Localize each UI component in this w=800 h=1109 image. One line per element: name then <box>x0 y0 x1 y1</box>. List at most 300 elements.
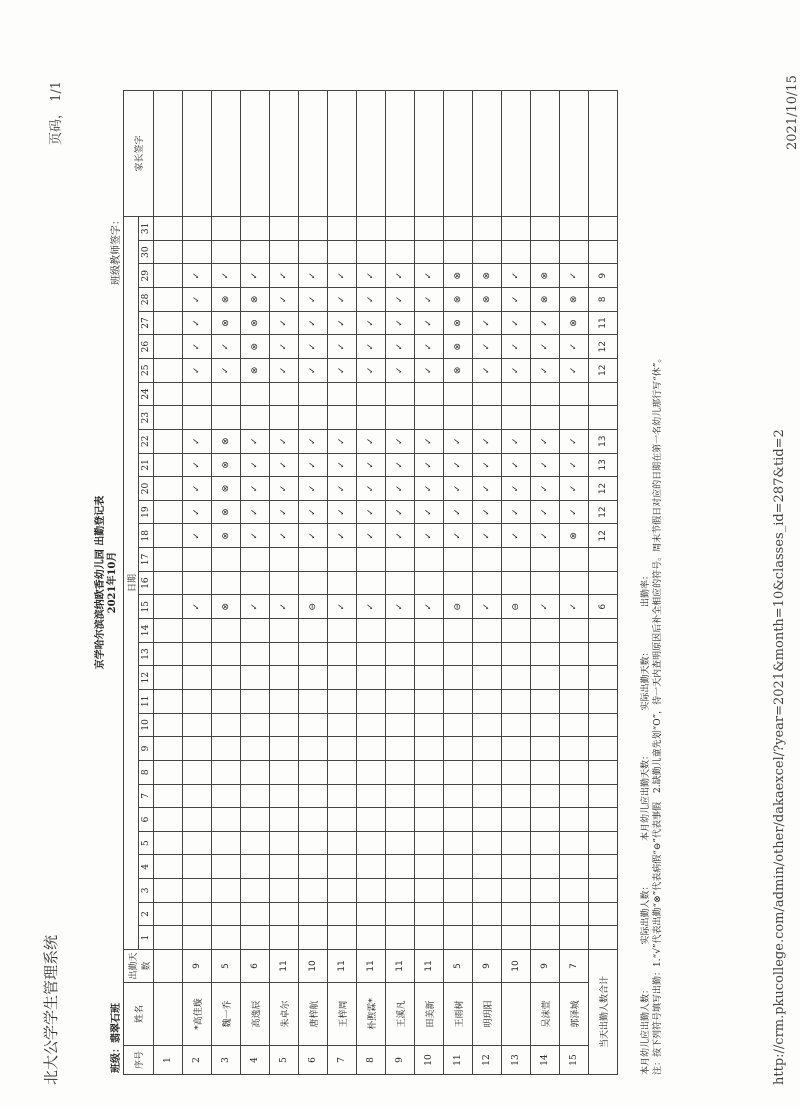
attendance-mark <box>183 760 212 784</box>
attendance-mark: ✓ <box>473 358 502 382</box>
attendance-mark <box>531 902 560 926</box>
attendance-mark <box>502 831 531 855</box>
attendance-mark <box>270 240 299 264</box>
attendance-mark <box>357 879 386 903</box>
attendance-mark: ✓ <box>560 429 589 453</box>
attendance-mark <box>473 926 502 950</box>
attendance-mark: ✓ <box>473 311 502 335</box>
date-header-cell: 18 <box>139 524 154 548</box>
attendance-mark: ✓ <box>502 453 531 477</box>
attendance-mark <box>241 689 270 713</box>
daily-total <box>589 737 618 761</box>
attendance-mark: ✓ <box>270 311 299 335</box>
attendance-mark <box>444 831 473 855</box>
attendance-mark <box>415 666 444 690</box>
parent-signature-cell <box>531 91 560 217</box>
attendance-mark <box>328 571 357 595</box>
attendance-mark <box>502 902 531 926</box>
attendance-mark: ✓ <box>502 335 531 359</box>
col-header-index: 序号 <box>124 1046 154 1075</box>
attendance-mark <box>531 879 560 903</box>
attendance-mark: ✓ <box>357 311 386 335</box>
attendance-mark <box>560 713 589 737</box>
attendance-mark <box>531 808 560 832</box>
attendance-mark: ✓ <box>415 524 444 548</box>
daily-total: 12 <box>589 335 618 359</box>
attendance-mark <box>212 382 241 406</box>
parent-signature-cell <box>415 91 444 217</box>
attendance-mark <box>473 855 502 879</box>
attendance-mark <box>357 784 386 808</box>
attendance-mark: ✓ <box>386 288 415 312</box>
attendance-mark: ✓ <box>560 358 589 382</box>
attendance-mark <box>270 406 299 430</box>
attendance-mark <box>154 713 183 737</box>
attendance-mark <box>531 619 560 643</box>
date-header-cell: 22 <box>139 429 154 453</box>
attendance-mark <box>357 240 386 264</box>
daily-total: 12 <box>589 358 618 382</box>
attendance-mark <box>560 548 589 572</box>
attendance-mark: ✓ <box>415 288 444 312</box>
parent-signature-cell <box>560 91 589 217</box>
parent-signature-cell <box>154 91 183 217</box>
attendance-mark <box>444 240 473 264</box>
attendance-mark: ✓ <box>473 477 502 501</box>
daily-total: 11 <box>589 311 618 335</box>
totals-signature-cell <box>589 91 618 217</box>
attendance-mark: ✓ <box>270 264 299 288</box>
student-name: 郭泽城 <box>560 983 589 1046</box>
attendance-mark <box>502 784 531 808</box>
attendance-mark <box>473 831 502 855</box>
attendance-days: 11 <box>357 950 386 983</box>
daily-total <box>589 760 618 784</box>
attendance-mark: ✓ <box>299 288 328 312</box>
attendance-mark: ⊗ <box>560 288 589 312</box>
attendance-mark <box>241 619 270 643</box>
attendance-mark <box>502 879 531 903</box>
attendance-mark: ✓ <box>241 500 270 524</box>
student-name: 王雨树 <box>444 983 473 1046</box>
attendance-mark <box>299 784 328 808</box>
attendance-mark: ✓ <box>241 524 270 548</box>
attendance-mark <box>154 642 183 666</box>
attendance-mark <box>357 760 386 784</box>
attendance-mark <box>415 879 444 903</box>
daily-total <box>589 666 618 690</box>
attendance-mark <box>212 713 241 737</box>
attendance-mark <box>241 666 270 690</box>
attendance-mark <box>154 831 183 855</box>
attendance-mark: ✓ <box>299 453 328 477</box>
attendance-mark <box>154 264 183 288</box>
attendance-mark: ✓ <box>531 524 560 548</box>
date-header-cell: 7 <box>139 784 154 808</box>
attendance-mark: ✓ <box>531 595 560 619</box>
attendance-mark <box>270 548 299 572</box>
attendance-mark <box>270 808 299 832</box>
daily-total: 13 <box>589 429 618 453</box>
attendance-mark <box>473 642 502 666</box>
daily-total <box>589 808 618 832</box>
attendance-mark <box>415 855 444 879</box>
student-name: 吴沫萱 <box>531 983 560 1046</box>
attendance-mark <box>560 240 589 264</box>
attendance-mark: ✓ <box>502 500 531 524</box>
attendance-mark <box>183 240 212 264</box>
attendance-mark <box>299 760 328 784</box>
attendance-mark <box>212 666 241 690</box>
attendance-mark <box>531 760 560 784</box>
date-header-cell: 13 <box>139 642 154 666</box>
attendance-mark: ✓ <box>502 429 531 453</box>
attendance-mark: ✓ <box>386 453 415 477</box>
student-name: 朱卓尔 <box>270 983 299 1046</box>
attendance-mark: ✓ <box>328 453 357 477</box>
attendance-mark: ✓ <box>270 453 299 477</box>
row-index: 7 <box>328 1046 357 1075</box>
attendance-mark: ✓ <box>357 358 386 382</box>
row-index: 1 <box>154 1046 183 1075</box>
attendance-mark <box>154 595 183 619</box>
attendance-mark <box>270 902 299 926</box>
attendance-mark <box>386 808 415 832</box>
attendance-mark <box>473 808 502 832</box>
totals-row <box>589 91 618 1075</box>
attendance-mark <box>502 571 531 595</box>
attendance-mark <box>386 406 415 430</box>
daily-total <box>589 642 618 666</box>
table-row <box>415 91 444 1075</box>
attendance-mark <box>154 311 183 335</box>
attendance-mark <box>154 358 183 382</box>
attendance-mark <box>560 831 589 855</box>
attendance-mark <box>415 619 444 643</box>
row-index: 4 <box>241 1046 270 1075</box>
daily-total <box>589 902 618 926</box>
attendance-mark: ✓ <box>183 524 212 548</box>
attendance-mark <box>473 784 502 808</box>
attendance-mark <box>444 642 473 666</box>
attendance-mark <box>531 548 560 572</box>
attendance-mark <box>415 831 444 855</box>
attendance-mark: ✓ <box>415 335 444 359</box>
date-header-cell: 10 <box>139 713 154 737</box>
attendance-mark: ✓ <box>328 311 357 335</box>
attendance-mark <box>328 689 357 713</box>
attendance-mark <box>357 619 386 643</box>
attendance-mark: ✓ <box>502 524 531 548</box>
attendance-mark <box>270 382 299 406</box>
attendance-mark: ✓ <box>357 335 386 359</box>
date-header-cell: 8 <box>139 760 154 784</box>
attendance-mark <box>444 808 473 832</box>
student-name: 王梓周 <box>328 983 357 1046</box>
attendance-mark: ✓ <box>415 311 444 335</box>
attendance-mark <box>531 571 560 595</box>
attendance-mark <box>212 831 241 855</box>
attendance-mark <box>270 855 299 879</box>
attendance-mark <box>502 855 531 879</box>
attendance-mark <box>357 855 386 879</box>
attendance-days: 5 <box>444 950 473 983</box>
attendance-mark <box>357 406 386 430</box>
row-index: 3 <box>212 1046 241 1075</box>
row-index: 9 <box>386 1046 415 1075</box>
attendance-mark <box>241 879 270 903</box>
attendance-mark <box>270 713 299 737</box>
attendance-mark: ✓ <box>444 500 473 524</box>
attendance-mark: ✓ <box>183 288 212 312</box>
attendance-mark <box>299 902 328 926</box>
attendance-mark <box>154 500 183 524</box>
attendance-mark: ✓ <box>502 288 531 312</box>
row-index: 10 <box>415 1046 444 1075</box>
attendance-mark <box>473 619 502 643</box>
attendance-mark <box>386 548 415 572</box>
attendance-mark <box>212 689 241 713</box>
date-header-cell: 24 <box>139 382 154 406</box>
attendance-mark <box>299 406 328 430</box>
attendance-mark <box>241 217 270 241</box>
attendance-mark <box>357 808 386 832</box>
attendance-mark <box>299 713 328 737</box>
attendance-mark <box>212 642 241 666</box>
attendance-mark <box>560 619 589 643</box>
attendance-mark <box>444 619 473 643</box>
attendance-mark: ✓ <box>357 429 386 453</box>
attendance-mark <box>357 666 386 690</box>
attendance-mark <box>154 453 183 477</box>
attendance-mark <box>531 240 560 264</box>
attendance-mark <box>386 666 415 690</box>
attendance-mark: ✓ <box>270 335 299 359</box>
attendance-mark: ⊖ <box>502 595 531 619</box>
attendance-mark <box>270 666 299 690</box>
attendance-mark <box>560 666 589 690</box>
attendance-mark: ✓ <box>415 429 444 453</box>
attendance-mark <box>154 808 183 832</box>
attendance-mark <box>154 855 183 879</box>
attendance-mark: ✓ <box>270 429 299 453</box>
attendance-mark <box>212 619 241 643</box>
attendance-mark <box>154 926 183 950</box>
attendance-mark <box>386 926 415 950</box>
attendance-mark: ✓ <box>502 477 531 501</box>
attendance-mark <box>154 548 183 572</box>
attendance-mark: ✓ <box>212 264 241 288</box>
date-header-cell: 15 <box>139 595 154 619</box>
attendance-mark: ⊗ <box>241 358 270 382</box>
attendance-mark: ⊗ <box>212 311 241 335</box>
row-index: 6 <box>299 1046 328 1075</box>
attendance-mark <box>502 666 531 690</box>
attendance-mark <box>415 926 444 950</box>
attendance-mark <box>241 713 270 737</box>
attendance-mark <box>328 406 357 430</box>
attendance-mark <box>444 760 473 784</box>
attendance-mark <box>299 831 328 855</box>
parent-signature-cell <box>444 91 473 217</box>
attendance-mark <box>473 666 502 690</box>
attendance-mark: ⊗ <box>241 335 270 359</box>
daily-total <box>589 879 618 903</box>
attendance-mark <box>444 666 473 690</box>
attendance-mark <box>531 926 560 950</box>
attendance-mark <box>502 642 531 666</box>
daily-total: 13 <box>589 453 618 477</box>
daily-total: 8 <box>589 288 618 312</box>
attendance-mark <box>183 784 212 808</box>
attendance-mark <box>328 713 357 737</box>
attendance-mark: ✓ <box>415 264 444 288</box>
attendance-mark <box>502 240 531 264</box>
attendance-mark <box>183 808 212 832</box>
table-row <box>473 91 502 1075</box>
attendance-days: 7 <box>560 950 589 983</box>
daily-total <box>589 619 618 643</box>
attendance-mark <box>357 926 386 950</box>
daily-total: 12 <box>589 500 618 524</box>
student-name: 魏一乔 <box>212 983 241 1046</box>
parent-signature-cell <box>270 91 299 217</box>
attendance-mark <box>241 808 270 832</box>
attendance-mark <box>212 926 241 950</box>
attendance-mark <box>183 926 212 950</box>
attendance-mark: ✓ <box>241 264 270 288</box>
attendance-mark <box>183 619 212 643</box>
attendance-mark: ✓ <box>270 524 299 548</box>
attendance-mark: ✓ <box>444 477 473 501</box>
date-header-cell: 30 <box>139 240 154 264</box>
attendance-mark <box>299 642 328 666</box>
attendance-mark <box>560 808 589 832</box>
table-row <box>183 91 212 1075</box>
attendance-mark: ✓ <box>299 477 328 501</box>
attendance-mark: ✓ <box>328 288 357 312</box>
attendance-mark <box>299 926 328 950</box>
attendance-mark <box>444 217 473 241</box>
attendance-mark <box>531 406 560 430</box>
attendance-mark <box>502 760 531 784</box>
attendance-mark <box>183 548 212 572</box>
attendance-mark <box>154 477 183 501</box>
attendance-mark <box>473 406 502 430</box>
attendance-mark: ✓ <box>386 358 415 382</box>
attendance-mark <box>444 926 473 950</box>
table-row <box>212 91 241 1075</box>
daily-total <box>589 713 618 737</box>
attendance-mark: ✓ <box>386 477 415 501</box>
date-header-cell: 31 <box>139 217 154 241</box>
attendance-days: 11 <box>386 950 415 983</box>
attendance-mark: ✓ <box>444 453 473 477</box>
date-header-cell: 14 <box>139 619 154 643</box>
attendance-mark: ✓ <box>270 595 299 619</box>
print-date: 2021/10/15 <box>785 75 800 150</box>
attendance-days: 9 <box>183 950 212 983</box>
attendance-mark: ✓ <box>212 358 241 382</box>
attendance-mark <box>328 619 357 643</box>
table-row <box>502 91 531 1075</box>
student-name: 田美新 <box>415 983 444 1046</box>
attendance-mark: ✓ <box>386 335 415 359</box>
student-name: 唐梓航 <box>299 983 328 1046</box>
attendance-mark: ⊗ <box>212 288 241 312</box>
row-index: 8 <box>357 1046 386 1075</box>
table-row <box>560 91 589 1075</box>
attendance-mark <box>328 879 357 903</box>
attendance-mark <box>357 382 386 406</box>
attendance-mark <box>328 548 357 572</box>
student-name: 王溪凡 <box>386 983 415 1046</box>
attendance-mark <box>154 429 183 453</box>
attendance-days: 9 <box>531 950 560 983</box>
attendance-days: 9 <box>473 950 502 983</box>
attendance-mark <box>270 926 299 950</box>
attendance-mark <box>212 737 241 761</box>
attendance-mark <box>444 737 473 761</box>
attendance-mark <box>212 571 241 595</box>
attendance-days <box>154 950 183 983</box>
attendance-mark <box>531 642 560 666</box>
attendance-mark <box>415 571 444 595</box>
date-header-cell: 12 <box>139 666 154 690</box>
attendance-mark <box>415 406 444 430</box>
date-header-cell: 5 <box>139 831 154 855</box>
attendance-mark <box>386 382 415 406</box>
date-header-cell: 29 <box>139 264 154 288</box>
date-header-cell: 4 <box>139 855 154 879</box>
attendance-mark: ⊗ <box>444 288 473 312</box>
parent-signature-cell <box>328 91 357 217</box>
date-header-cell: 21 <box>139 453 154 477</box>
date-header-row <box>139 91 154 1075</box>
attendance-mark: ✓ <box>502 264 531 288</box>
date-header-cell: 23 <box>139 406 154 430</box>
attendance-mark: ⊗ <box>473 288 502 312</box>
attendance-mark: ✓ <box>473 429 502 453</box>
attendance-mark <box>386 784 415 808</box>
attendance-mark <box>415 713 444 737</box>
attendance-mark <box>473 217 502 241</box>
notes-legend: 注：按下列符号填写出勤：1.“√”代表出勤“⊗”代表病假“⊖”代表事假 2.缺勤儿童先划“O”，待一天内查明原因后补全相应的符号。周末节假日对应的日期在第一名幼儿那行写“休”。 <box>653 353 663 1075</box>
attendance-mark <box>183 642 212 666</box>
attendance-mark <box>154 382 183 406</box>
attendance-mark <box>212 784 241 808</box>
row-index: 11 <box>444 1046 473 1075</box>
attendance-mark <box>299 619 328 643</box>
attendance-mark: ✓ <box>328 500 357 524</box>
attendance-mark: ✓ <box>386 500 415 524</box>
attendance-mark <box>328 926 357 950</box>
attendance-mark <box>415 548 444 572</box>
attendance-mark: ✓ <box>357 595 386 619</box>
attendance-mark <box>270 831 299 855</box>
attendance-mark: ✓ <box>183 500 212 524</box>
col-header-parent-signature: 家长签字 <box>124 91 154 217</box>
attendance-mark <box>154 902 183 926</box>
attendance-mark <box>212 240 241 264</box>
attendance-mark: ✓ <box>560 335 589 359</box>
attendance-mark <box>299 855 328 879</box>
attendance-mark <box>270 760 299 784</box>
attendance-mark: ✓ <box>386 311 415 335</box>
attendance-mark <box>386 642 415 666</box>
attendance-mark <box>328 642 357 666</box>
attendance-mark <box>183 689 212 713</box>
